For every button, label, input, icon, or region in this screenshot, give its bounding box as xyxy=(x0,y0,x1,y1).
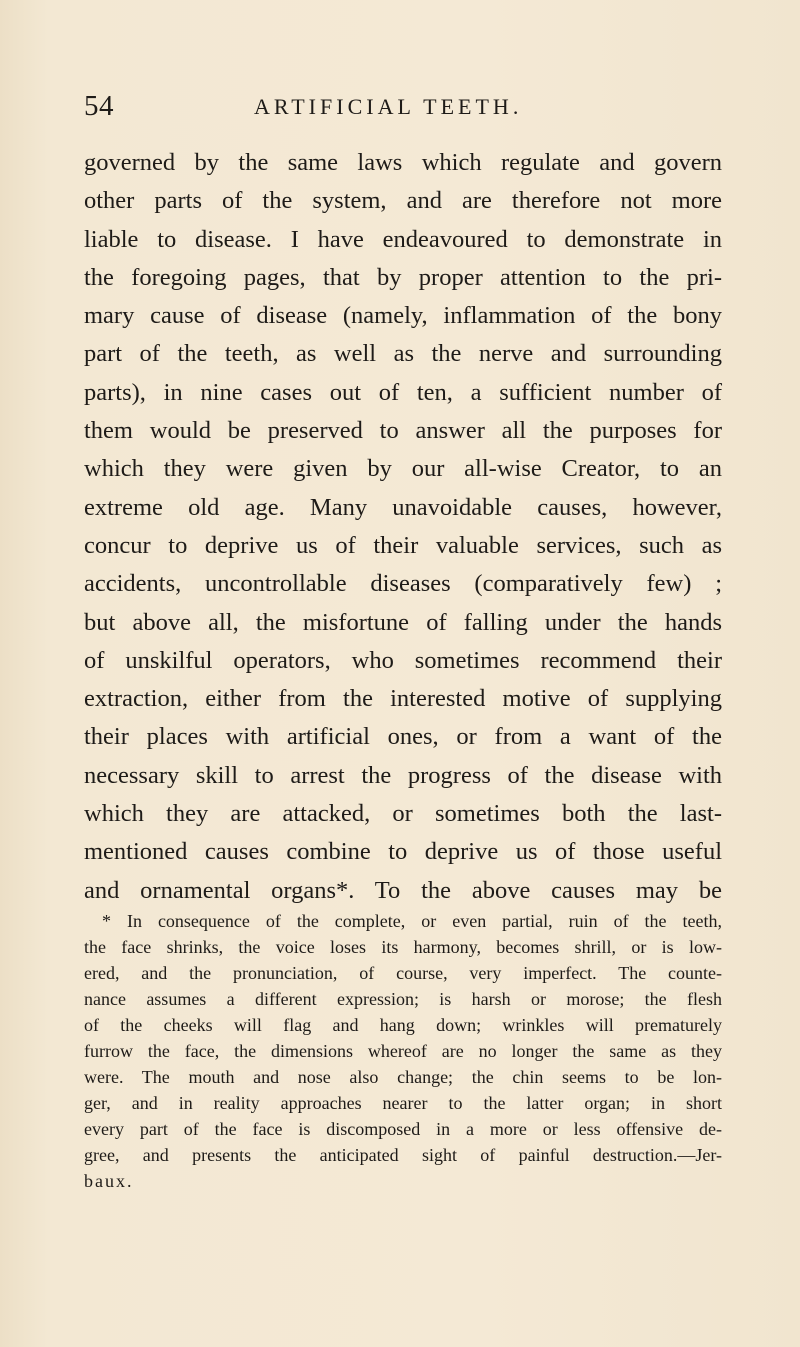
footnote-line: of the cheeks will flag and hang down; wrinkles will prematurely xyxy=(84,1015,722,1035)
footnote-line: gree, and presents the anticipated sight of painful destruction.—Jer- xyxy=(84,1145,722,1165)
footnote-line: nance assumes a different expression; is harsh or morose; the flesh xyxy=(84,989,722,1009)
body-line: governed by the same laws which regulate and govern xyxy=(84,149,722,176)
body-line: other parts of the system, and are therefore not more xyxy=(84,187,722,215)
body-line: their places with artificial ones, or from a want of the xyxy=(84,723,722,751)
footnote-line: ered, and the pronunciation, of course, very imperfect. The counte- xyxy=(84,963,722,983)
body-line: which they were given by our all-wise Creator, to an xyxy=(84,455,722,483)
footnote-line: were. The mouth and nose also change; the chin seems to be lon- xyxy=(84,1067,722,1087)
body-line: of unskilful operators, who sometimes recommend their xyxy=(84,646,722,674)
footnote-line: ger, and in reality approaches nearer to the latter organ; in short xyxy=(84,1093,722,1113)
footnote-line: the face shrinks, the voice loses its harmony, becomes shrill, or is low- xyxy=(84,937,722,957)
page-number: 54 xyxy=(84,90,114,122)
body-line: part of the teeth, as well as the nerve and surrounding xyxy=(84,340,722,368)
body-line: but above all, the misfortune of falling under the hands xyxy=(84,608,722,636)
page-header xyxy=(72,88,732,138)
body-line: them would be preserved to answer all the purposes for xyxy=(84,417,722,445)
footnote-line: furrow the face, the dimensions whereof are no longer the same as they xyxy=(84,1041,722,1061)
body-line: mary cause of disease (namely, inflammation of the bony xyxy=(84,302,722,330)
body-line: parts), in nine cases out of ten, a sufficient number of xyxy=(84,378,722,406)
body-line: liable to disease. I have endeavoured to demonstrate in xyxy=(84,225,722,253)
running-head: ARTIFICIAL TEETH. xyxy=(254,94,523,119)
footnote xyxy=(84,908,722,1194)
body-text xyxy=(84,144,722,910)
footnote-line: every part of the face is discomposed in a more or less offensive de- xyxy=(84,1119,722,1139)
body-line: and ornamental organs*. To the above causes may be xyxy=(84,876,722,904)
body-line: extraction, either from the interested motive of supplying xyxy=(84,685,722,713)
body-line: extreme old age. Many unavoidable causes, however, xyxy=(84,493,722,521)
footnote-line: baux. xyxy=(84,1171,134,1191)
body-line: mentioned causes combine to deprive us of those useful xyxy=(84,838,722,866)
body-line: concur to deprive us of their valuable services, such as xyxy=(84,531,722,559)
body-line: accidents, uncontrollable diseases (comparatively few) ; xyxy=(84,570,722,598)
footnote-line: * In consequence of the complete, or even partial, ruin of the teeth, xyxy=(102,911,722,931)
body-line: which they are attacked, or sometimes both the last- xyxy=(84,800,722,828)
body-line: necessary skill to arrest the progress of the disease with xyxy=(84,761,722,789)
body-line: the foregoing pages, that by proper attention to the pri- xyxy=(84,263,722,291)
